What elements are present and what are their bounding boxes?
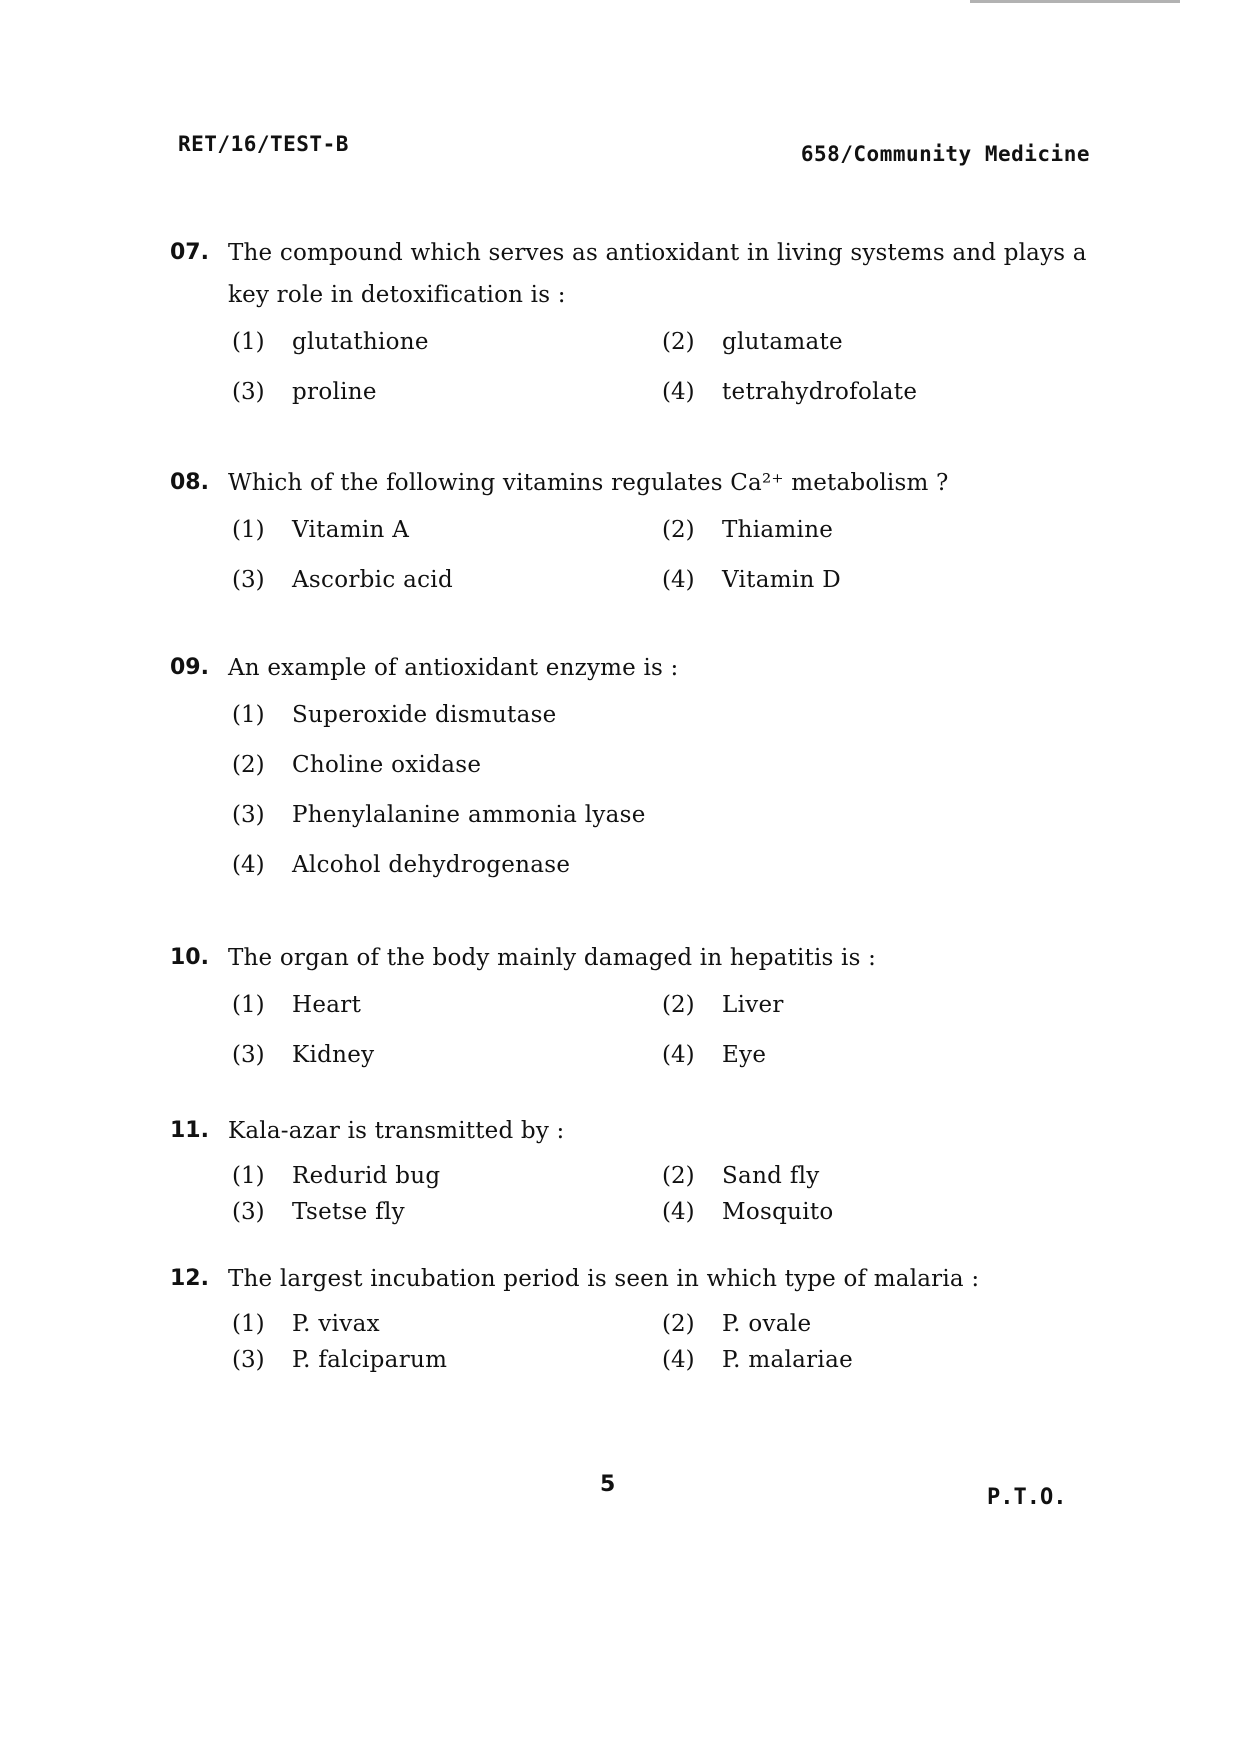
option-3: (3) Tsetse fly [232,1199,405,1225]
question-number: 08. [170,470,209,495]
option-3: (3) proline [232,379,377,405]
option-1: (1) glutathione [232,329,429,355]
question-text: The largest incubation period is seen in which type of malaria : [228,1266,980,1292]
question-number: 09. [170,655,209,680]
option-2: (2) Liver [662,992,784,1018]
option-2: (2) Sand fly [662,1163,820,1189]
option-4: (4) Alcohol dehydrogenase [232,852,571,878]
question-text: The organ of the body mainly damaged in hepatitis is : [228,945,877,971]
subject-code: 658/Community Medicine [800,142,1090,166]
question-text: The compound which serves as antioxidant in living systems and plays a key role in detoxification is : [228,240,1087,308]
option-3: (3) Kidney [232,1042,375,1068]
option-2: (2) P. ovale [662,1311,812,1337]
question-text: An example of antioxidant enzyme is : [228,655,679,681]
question-text: Kala-azar is transmitted by : [228,1118,565,1144]
question-11 [170,1110,1090,1230]
option-1: (1) Superoxide dismutase [232,702,557,728]
page-number: 5 [600,1472,616,1497]
option-3: (3) Ascorbic acid [232,567,453,593]
question-text: Which of the following vitamins regulates Ca²⁺ metabolism ? [228,470,949,496]
option-1: (1) Heart [232,992,362,1018]
question-10 [170,937,1090,1075]
option-1: (1) Vitamin A [232,517,410,543]
option-4: (4) Vitamin D [662,567,841,593]
option-1: (1) Redurid bug [232,1163,441,1189]
question-09 [170,647,1090,885]
option-4: (4) P. malariae [662,1347,854,1373]
question-number: 12. [170,1266,209,1291]
question-08 [170,462,1090,600]
scan-edge-mark [970,0,1180,7]
option-4: (4) Mosquito [662,1199,834,1225]
option-3: (3) P. falciparum [232,1347,448,1373]
test-code: RET/16/TEST-B [178,132,349,156]
option-2: (2) Choline oxidase [232,752,482,778]
question-number: 07. [170,240,209,265]
page-header [178,132,1090,172]
question-07 [170,232,1090,412]
question-number: 10. [170,945,209,970]
option-4: (4) Eye [662,1042,767,1068]
option-3: (3) Phenylalanine ammonia lyase [232,802,646,828]
option-2: (2) glutamate [662,329,843,355]
option-4: (4) tetrahydrofolate [662,379,918,405]
option-1: (1) P. vivax [232,1311,380,1337]
please-turn-over: P.T.O. [987,1485,1067,1510]
question-12 [170,1258,1090,1378]
option-2: (2) Thiamine [662,517,834,543]
question-number: 11. [170,1118,209,1143]
